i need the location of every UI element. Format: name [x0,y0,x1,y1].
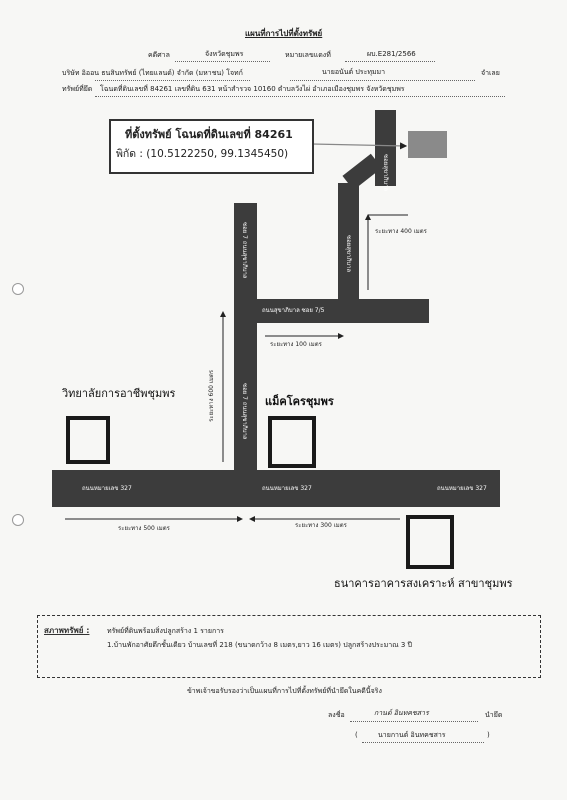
road-label-lane-upper: ซอยสุขาภิบาล [382,154,389,192]
distance-600m: ระยะทาง 600 เมตร [208,370,215,422]
page-title: แผนที่การไปที่ตั้งทรัพย์ [245,29,323,38]
status-line-2: 1.บ้านพักอาศัยตึกชั้นเดียว บ้านเลขที่ 218 (ขนาดกว้าง 8 เมตร,ยาว 16 เมตร) ปลูกสร้างประมาณ 3 ปี [107,641,412,649]
road-label-327-mid: ถนนหมายเลข 327 [262,485,312,492]
distance-300m: ระยะทาง 300 เมตร [295,522,347,529]
status-label: สภาพทรัพย์ : [44,626,90,635]
landmark-makro-label: แม็คโครชุมพร [265,395,334,408]
distance-500m: ระยะทาง 500 เมตร [118,525,170,532]
landmark-college-box [66,416,110,464]
road-label-soi75: ถนนสุขาภิบาล ซอย 7/5 [262,307,325,314]
landmark-makro-box [268,416,316,468]
sign-role: นำยึด [485,711,503,719]
property-label: ทรัพย์ที่ยึด [62,85,93,93]
certify-statement: ข้าพเจ้าขอรับรองว่าเป็นแผนที่การไปที่ตั้งทรัพย์ที่นำยึดในคดีนี้จริง [187,687,382,695]
property-value: โฉนดที่ดินเลขที่ 84261 เลขที่ดิน 631 หน้าสำรวจ 10160 ตำบลวังไผ่ อำเภอเมืองชุมพร จังหวัดชุมพร [100,85,405,93]
court-label: คดีศาล [148,51,170,59]
case-no-label: หมายเลขแดงที่ [285,51,331,59]
defendant-name: นายอนันต์ ประทุมมา [322,68,386,76]
printed-name: นายกานต์ อินทคชสาร [378,731,446,739]
court-value: จังหวัดชุมพร [205,50,244,58]
distance-100m: ระยะทาง 100 เมตร [270,341,322,348]
arrow-to-property [312,144,406,146]
distance-400m: ระยะทาง 400 เมตร [375,228,427,235]
location-callout [109,119,314,174]
road-label-lane-lower: ซอยสุขาภิบาล [345,235,352,273]
road-label-soi7-upper: ซอย 7 ถนนสุขาภิบาล [241,222,248,279]
sign-label: ลงชื่อ [328,711,345,719]
name-open-paren: ( [355,731,358,739]
location-title: ที่ตั้งทรัพย์ โฉนดที่ดินเลขที่ 84261 [125,128,293,141]
landmark-bank-label: ธนาคารอาคารสงเคราะห์ สาขาชุมพร [334,577,513,590]
road-label-327-right: ถนนหมายเลข 327 [437,485,487,492]
road-label-327-left: ถนนหมายเลข 327 [82,485,132,492]
printed-name-underline [362,742,484,743]
signature-underline [350,721,478,722]
defendant-suffix: จำเลย [481,69,500,77]
case-no-value: ผบ.E281/2566 [367,50,416,58]
road-label-soi7-lower: ซอย 7 ถนนสุขาภิบาล [241,383,248,440]
landmark-college-label: วิทยาลัยการอาชีพชุมพร [62,387,176,400]
signature: กานต์ อินทคชสาร [374,709,429,717]
status-line-1: ทรัพย์ที่ดินพร้อมสิ่งปลูกสร้าง 1 รายการ [107,627,224,635]
name-close-paren: ) [487,731,490,739]
location-coordinates: พิกัด : (10.5122250, 99.1345450) [116,148,289,160]
plaintiff-text: บริษัท อิออน ธนสินทรัพย์ (ไทยแลนด์) จำกัด (มหาชน) โจทก์ [62,69,243,77]
landmark-bank-box [406,515,454,569]
